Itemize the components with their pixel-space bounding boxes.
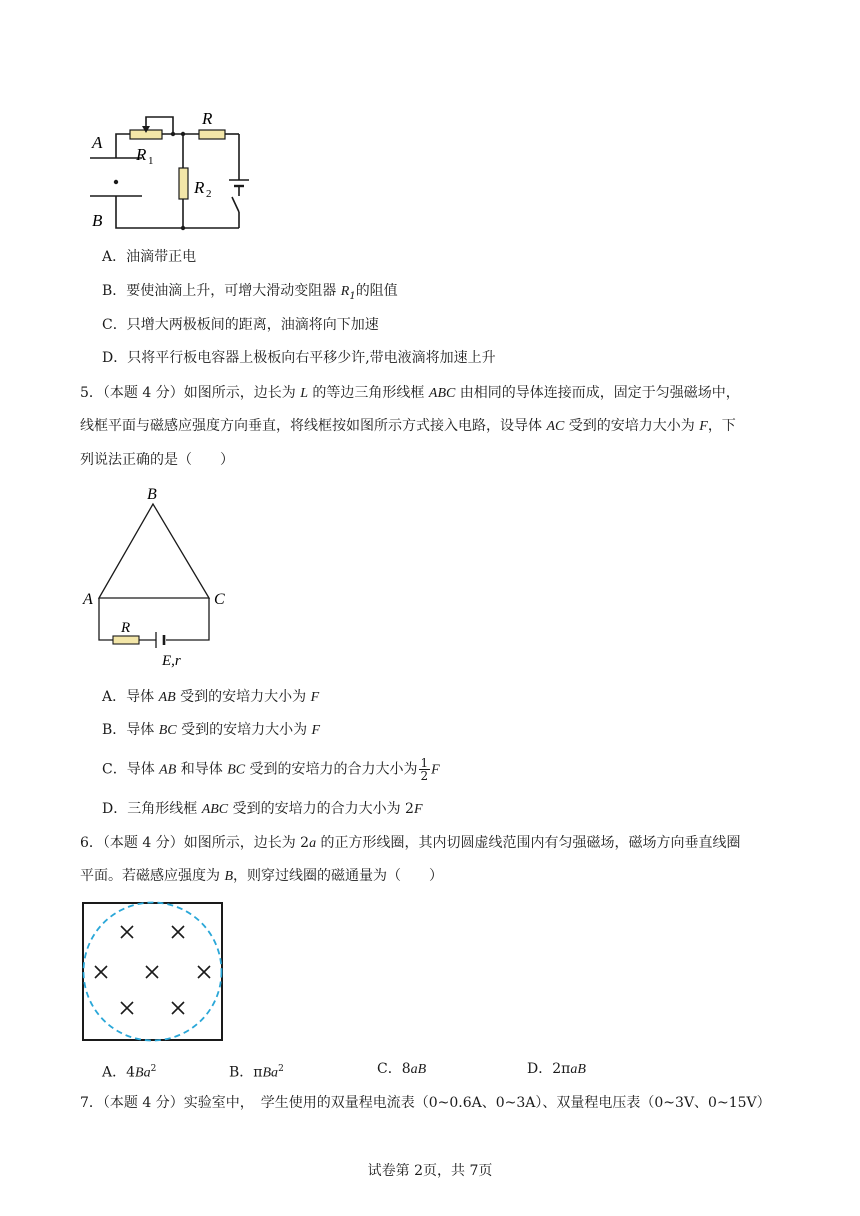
vertex-a-label: A [83,591,93,608]
triangle-frame-figure [80,484,240,670]
question-number: 5． [80,385,103,401]
q5-option-d[interactable]: D．三角形线框 ABC 受到的安培力的合力大小为 2F [102,801,423,817]
source-label: E,r [162,653,181,669]
plate-b-label: B [92,211,103,230]
q4-option-d[interactable] [102,349,496,367]
option-letter: C． [102,317,127,333]
resistor-r1-label: R [136,145,147,164]
q5-option-a[interactable]: A．导体 AB 受到的安培力大小为 F [102,689,320,705]
q4-option-c[interactable] [102,316,379,334]
question-number: 6． [80,835,103,851]
option-letter: A． [102,249,127,265]
square-coil-figure [80,900,228,1044]
option-text: 油滴带正电 [126,249,197,265]
option-text: 要使油滴上升，可增大滑动变阻器 [126,283,341,299]
resistor-r1-sub: 1 [148,155,154,167]
q6-stem-line2: 平面。若磁感应强度为 B，则穿过线圈的磁通量为（ ） [80,868,444,884]
field-into-page-markers [95,926,210,1014]
q4-option-a[interactable] [102,248,196,266]
question-number: 7． [80,1095,103,1111]
q6-options-row [102,1060,742,1081]
option-letter: D． [102,350,128,366]
plate-a-label: A [92,133,103,152]
var-sub: 1 [349,290,356,302]
q6-option-d[interactable]: D．2πaB [527,1061,586,1077]
q7-stem-line1: 7．（本题 4 分）实验室中， 学生使用的双量程电流表（0~0.6A、0~3A）、双量程电压表（0~3V、0~15V） [80,1095,771,1111]
option-letter: B． [102,283,127,299]
option-text: 只增大两极板间的距离，油滴将向下加速 [126,317,379,333]
capacitor-circuit-figure [80,100,260,235]
q5-option-c[interactable]: C．导体 AB 和导体 BC 受到的安培力的合力大小为 $\frac{1}{2}$ F [102,756,440,783]
vertex-b-label: B [147,486,157,503]
resistor-r2-sub: 2 [206,188,212,200]
var-r: R [340,284,350,299]
q6-option-b[interactable]: B．πBa$^2$ [229,1064,284,1081]
page-footer: 试卷第 2页，共 7页 [367,1163,493,1179]
resistor-r-label: R [202,109,213,128]
option-text: 的阻值 [355,283,398,299]
q5-option-b[interactable]: B．导体 BC 受到的安培力大小为 F [102,722,321,738]
fraction-one-half: $\frac{1}{2}$ [420,756,429,783]
q4-option-b[interactable] [102,282,398,306]
resistor-label: R [121,620,131,636]
q5-stem-line3: 列说法正确的是（ ） [80,452,234,468]
q5-stem-line1: 5．（本题 4 分）如图所示，边长为 L 的等边三角形线框 ABC 由相同的导体连接而成，固定于匀强磁场中， [80,385,740,401]
vertex-c-label: C [214,591,225,608]
q6-stem-line1: 6．（本题 4 分）如图所示，边长为 2a 的正方形线圈，其内切圆虚线范围内有匀强磁场，磁场方向垂直线圈 [80,835,741,851]
option-text: 只将平行板电容器上极板向右平移少许,带电液滴将加速上升 [127,350,496,366]
q5-stem-line2: 线框平面与磁感应强度方向垂直，将线框按如图所示方式接入电路，设导体 AC 受到的安培力大小为 F，下 [80,418,736,434]
q6-option-c[interactable]: C．8aB [377,1061,427,1077]
q6-option-a[interactable]: A．4Ba$^2$ [102,1064,157,1081]
resistor-r2-label: R [194,178,205,197]
